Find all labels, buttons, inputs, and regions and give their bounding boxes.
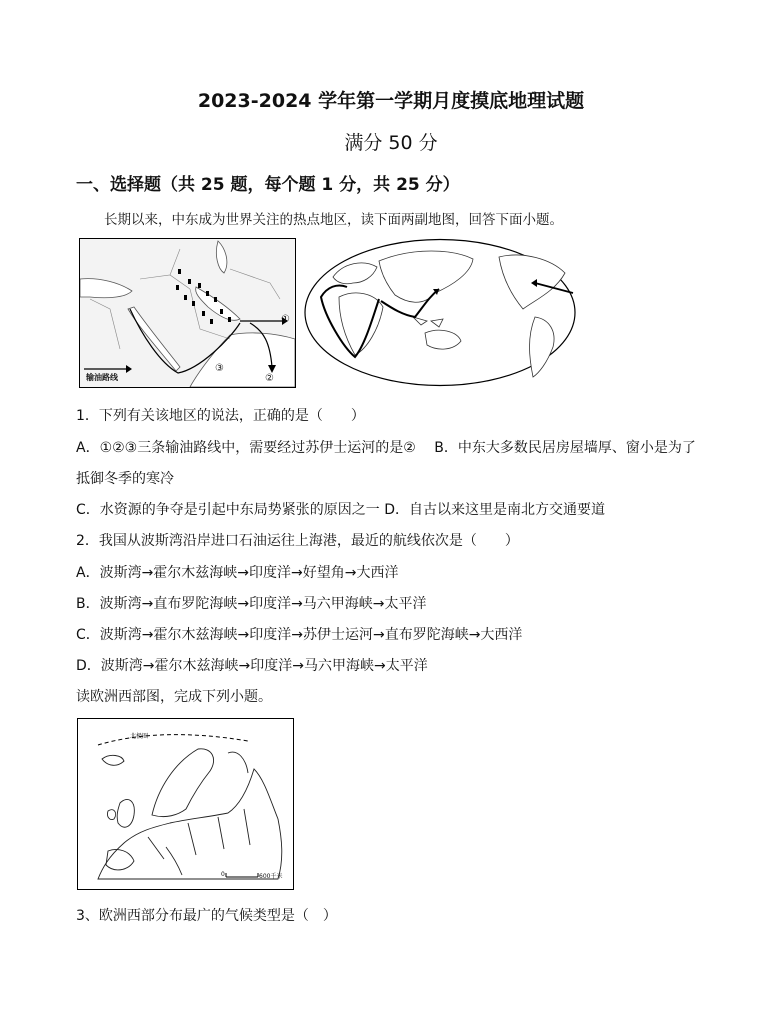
q2-stem: 2．我国从波斯湾沿岸进口石油运往上海港，最近的航线依次是（ ） — [76, 533, 519, 549]
middle-east-oil-route-map — [79, 238, 296, 388]
section-heading: 一、选择题（共 25 题，每个题 1 分，共 25 分） — [76, 175, 460, 195]
route-label-2: ② — [265, 373, 274, 384]
q2-option-a: A．波斯湾→霍尔木兹海峡→印度洋→好望角→大西洋 — [76, 565, 399, 581]
section-intro: 长期以来，中东成为世界关注的热点地区，读下面两副地图，回答下面小题。 — [104, 212, 563, 228]
world-sea-route-map — [303, 237, 577, 388]
route-label-1: ① — [281, 314, 290, 325]
arctic-circle-label: 北极圈 — [130, 733, 149, 740]
western-europe-map — [77, 718, 294, 890]
q3-stem: 3、欧洲西部分布最广的气候类型是（ ） — [76, 908, 337, 924]
full-score: 满分 50 分 — [344, 132, 438, 154]
route-label-3: ③ — [215, 363, 224, 374]
q2-option-b: B．波斯湾→直布罗陀海峡→印度洋→马六甲海峡→太平洋 — [76, 596, 427, 612]
europe-intro: 读欧洲西部图，完成下列小题。 — [76, 689, 272, 705]
q2-option-d: D．波斯湾→霍尔木兹海峡→印度洋→马六甲海峡→太平洋 — [76, 658, 428, 674]
scale-zero-label: 0 — [221, 871, 225, 878]
legend-oil-route-label: 输油路线 — [86, 373, 118, 382]
q1-option-a-b: A．①②③三条输油路线中，需要经过苏伊士运河的是② B．中东大多数民居房屋墙厚、窗小是为了 — [76, 440, 696, 456]
scale-label: 600千米 — [259, 873, 283, 880]
q2-option-c: C．波斯湾→霍尔木兹海峡→印度洋→苏伊士运河→直布罗陀海峡→大西洋 — [76, 627, 523, 643]
exam-title: 2023-2024 学年第一学期月度摸底地理试题 — [197, 90, 585, 112]
q1-option-c-d: C．水资源的争夺是引起中东局势紧张的原因之一 D．自古以来这里是南北方交通要道 — [76, 502, 606, 518]
q1-option-b-cont: 抵御冬季的寒冷 — [76, 471, 174, 487]
q1-stem: 1．下列有关该地区的说法，正确的是（ ） — [76, 408, 365, 424]
